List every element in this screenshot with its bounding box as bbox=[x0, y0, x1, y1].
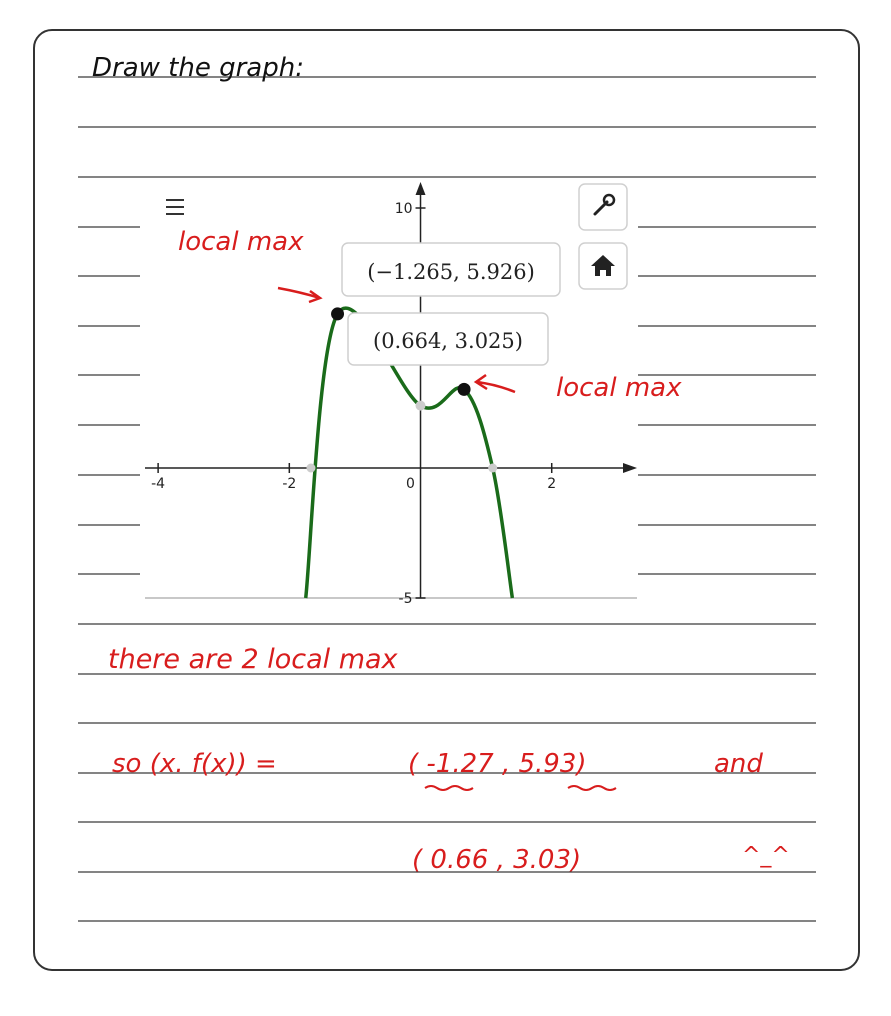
home-button[interactable] bbox=[579, 243, 627, 289]
x-tick-label: 2 bbox=[547, 476, 557, 492]
wrench-button[interactable] bbox=[579, 184, 627, 230]
point-label-1: (−1.265, 5.926) bbox=[367, 260, 535, 284]
worksheet-title: Draw the graph: bbox=[92, 53, 304, 83]
smiley-face: ^_^ bbox=[742, 843, 790, 868]
menu-icon[interactable] bbox=[163, 196, 187, 218]
root-point bbox=[488, 464, 497, 473]
x-tick-label: -2 bbox=[282, 476, 297, 492]
x-tick-label: -4 bbox=[151, 476, 166, 492]
conclusion-line-2 bbox=[112, 749, 277, 779]
root-point bbox=[306, 464, 315, 473]
point-label-2: (0.664, 3.025) bbox=[373, 329, 523, 353]
local-max-point[interactable] bbox=[331, 307, 344, 320]
local-max-point[interactable] bbox=[458, 383, 471, 396]
first-max-point-text: ( -1.27 , 5.93) bbox=[408, 749, 587, 779]
y-tick-label: 10 bbox=[394, 201, 413, 217]
x-tick-label: 0 bbox=[406, 476, 415, 492]
y-tick-label: -5 bbox=[398, 591, 413, 607]
annotation-local-max-left: local max bbox=[178, 227, 304, 257]
conclusion-line-1 bbox=[108, 644, 399, 675]
conclusion-text-1: there are 2 local max bbox=[108, 644, 398, 675]
second-max-point-text: ( 0.66 , 3.03) bbox=[412, 845, 582, 875]
y-intercept-point bbox=[416, 401, 426, 411]
annotation-local-max-right: local max bbox=[556, 373, 682, 403]
conclusion-prefix: so (x. f(x)) = bbox=[112, 749, 277, 779]
conclusion-and: and bbox=[714, 749, 763, 779]
